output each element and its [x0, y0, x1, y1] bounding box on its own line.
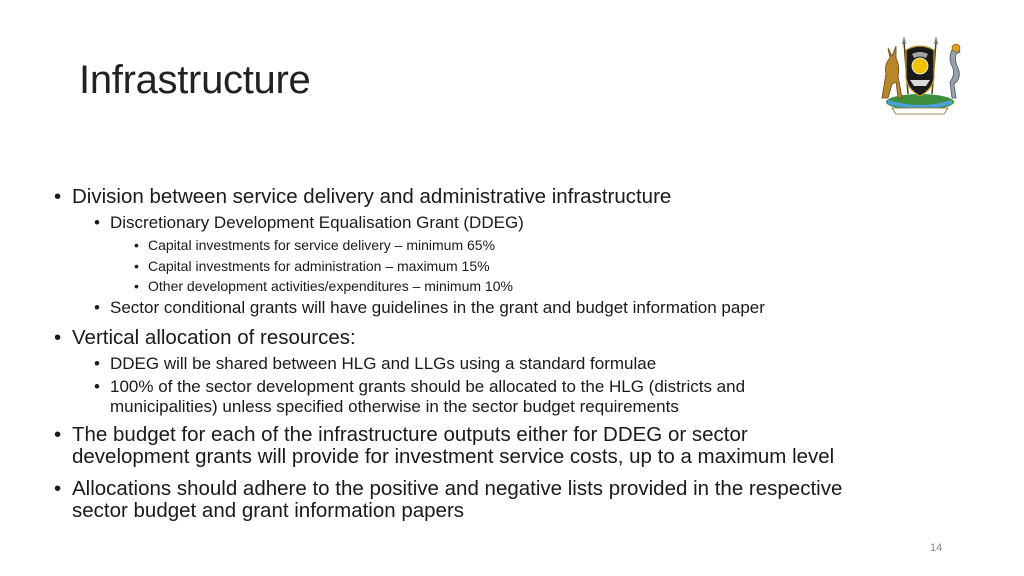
bullet-item [134, 236, 496, 254]
bullet-item [54, 423, 835, 468]
bullet-text: Other development activities/expenditures – minimum 10% [148, 278, 513, 294]
bullet-marker: • [54, 326, 62, 349]
bullet-text-line: The budget for each of the infrastructure outputs either for DDEG or sector [72, 423, 748, 446]
bullet-text: Division between service delivery and administrative infrastructure [72, 185, 672, 208]
bullet-marker: • [94, 213, 100, 232]
bullet-marker: • [134, 278, 139, 294]
bullet-text: Sector conditional grants will have guidelines in the grant and budget information paper [110, 298, 765, 317]
bullet-marker: • [54, 185, 62, 208]
bullet-text: Capital investments for administration – maximum 15% [148, 258, 490, 274]
bullet-text: Capital investments for service delivery – minimum 65% [148, 237, 496, 253]
bullet-marker: • [134, 237, 139, 253]
bullet-item [94, 354, 657, 374]
bullet-text-line: sector budget and grant information papers [72, 499, 465, 522]
bullet-marker: • [134, 258, 139, 274]
bullet-item [94, 213, 524, 233]
slide-title: Infrastructure [79, 58, 311, 102]
bullet-marker: • [94, 354, 100, 373]
bullet-text-line: municipalities) unless specified otherwise in the sector budget requirements [110, 397, 679, 416]
page-number: 14 [930, 542, 943, 554]
bullet-marker: • [54, 423, 62, 446]
bullet-item [94, 298, 765, 318]
bullet-item [134, 277, 513, 295]
bullet-marker: • [94, 377, 100, 396]
bullet-text: Discretionary Development Equalisation Grant (DDEG) [110, 213, 524, 232]
bullet-text-line: Allocations should adhere to the positive and negative lists provided in the respective [72, 477, 843, 500]
bullet-item [134, 257, 490, 275]
bullet-text: Vertical allocation of resources: [72, 326, 356, 349]
bullet-text: DDEG will be shared between HLG and LLGs using a standard formulae [110, 354, 657, 373]
bullet-text-line: 100% of the sector development grants should be allocated to the HLG (districts and [110, 377, 746, 396]
bullet-marker: • [94, 298, 100, 317]
bullet-item [54, 326, 356, 349]
bullet-item [54, 185, 672, 208]
bullet-marker: • [54, 477, 62, 500]
bullet-item [94, 377, 746, 417]
bullet-item [54, 477, 843, 522]
bullet-text-line: development grants will provide for investment service costs, up to a maximum level [72, 445, 835, 468]
